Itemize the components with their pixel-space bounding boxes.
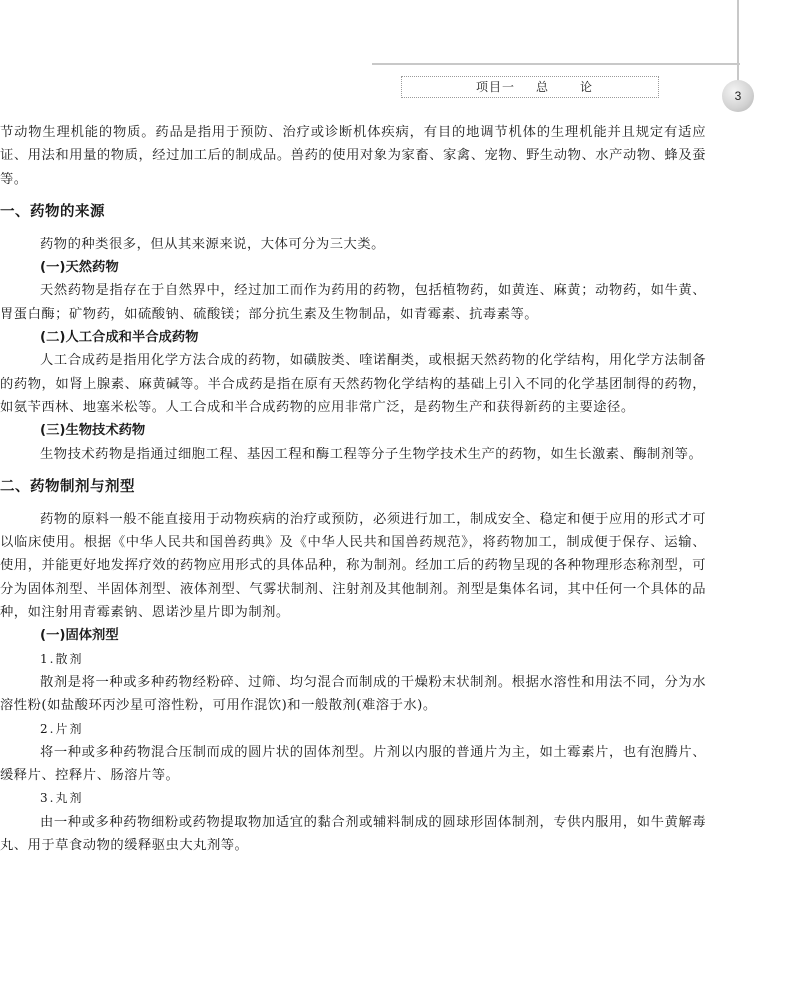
pill-paragraph: 由一种或多种药物细粉或药物提取物加适宜的黏合剂或辅料制成的圆球形固体制剂，专供内服用，如牛黄解毒丸、用于草食动物的缓释驱虫大丸剂等。 bbox=[0, 814, 706, 854]
page-body bbox=[0, 121, 706, 857]
item-heading-tablet: 2.片剂 bbox=[40, 721, 84, 736]
header-project: 项目一 bbox=[476, 80, 516, 94]
section-heading-2: 二、药物制剂与剂型 bbox=[0, 478, 135, 495]
section1-intro: 药物的种类很多，但从其来源来说，大体可分为三大类。 bbox=[40, 236, 385, 252]
section-heading-1: 一、药物的来源 bbox=[0, 203, 105, 220]
biotech-drugs-paragraph: 生物技术药物是指通过细胞工程、基因工程和酶工程等分子生物学技术生产的药物，如生长激素、酶制剂等。 bbox=[40, 446, 703, 462]
running-header bbox=[401, 76, 659, 98]
tablet-paragraph: 将一种或多种药物混合压制而成的圆片状的固体剂型。片剂以内服的普通片为主，如土霉素片，也有泡腾片、缓释片、控释片、肠溶片等。 bbox=[0, 744, 706, 784]
header-horizontal-rule bbox=[372, 63, 740, 65]
subsection-heading-natural: (一)天然药物 bbox=[40, 260, 119, 276]
synthetic-drugs-paragraph: 人工合成药是指用化学方法合成的药物，如磺胺类、喹诺酮类，或根据天然药物的化学结构，用化学方法制备的药物，如肾上腺素、麻黄碱等。半合成药是指在原有天然药物化学结构的基础上引入不同的化学基团制得的药物，如氨苄西林、地塞米松等。人工合成和半合成药物的应用非常广泛，是药物生产和获得新药的主要途径。 bbox=[0, 353, 706, 415]
subsection-heading-biotech: (三)生物技术药物 bbox=[40, 423, 146, 439]
item-heading-powder: 1.散剂 bbox=[40, 651, 84, 666]
page-number-badge: 3 bbox=[722, 80, 754, 112]
header-chapter-char-1: 总 bbox=[536, 80, 550, 94]
subsection-heading-synthetic: (二)人工合成和半合成药物 bbox=[40, 330, 199, 346]
header-vertical-rule bbox=[737, 0, 739, 84]
intro-paragraph: 节动物生理机能的物质。药品是指用于预防、治疗或诊断机体疾病，有目的地调节机体的生理机能并且规定有适应证、用法和用量的物质，经过加工后的制成品。兽药的使用对象为家畜、家禽、宠物、野生动物、水产动物、蜂及蚕等。 bbox=[0, 125, 706, 187]
header-chapter-char-2: 论 bbox=[580, 80, 594, 94]
subsection-heading-solid: (一)固体剂型 bbox=[40, 628, 119, 644]
powder-paragraph: 散剂是将一种或多种药物经粉碎、过筛、均匀混合而制成的干燥粉末状制剂。根据水溶性和用法不同，分为水溶性粉(如盐酸环丙沙星可溶性粉，可用作混饮)和一般散剂(难溶于水)。 bbox=[0, 674, 706, 714]
natural-drugs-paragraph: 天然药物是指存在于自然界中，经过加工而作为药用的药物，包括植物药，如黄连、麻黄；动物药，如牛黄、胃蛋白酶；矿物药，如硫酸钠、硫酸镁；部分抗生素及生物制品，如青霉素、抗毒素等。 bbox=[0, 283, 706, 322]
section2-intro: 药物的原料一般不能直接用于动物疾病的治疗或预防，必须进行加工，制成安全、稳定和便于应用的形式才可以临床使用。根据《中华人民共和国兽药典》及《中华人民共和国兽药规范》，将药物加工，制成便于保存、运输、使用，并能更好地发挥疗效的药物应用形式的具体品种，称为制剂。经加工后的药物呈现的各种物理形态称剂型，可分为固体剂型、半固体剂型、液体剂型、气雾状制剂、注射剂及其他制剂。剂型是集体名词，其中任何一个具体的品种，如注射用青霉素钠、恩诺沙星片即为制剂。 bbox=[0, 511, 706, 621]
item-heading-pill: 3.丸剂 bbox=[40, 791, 84, 806]
